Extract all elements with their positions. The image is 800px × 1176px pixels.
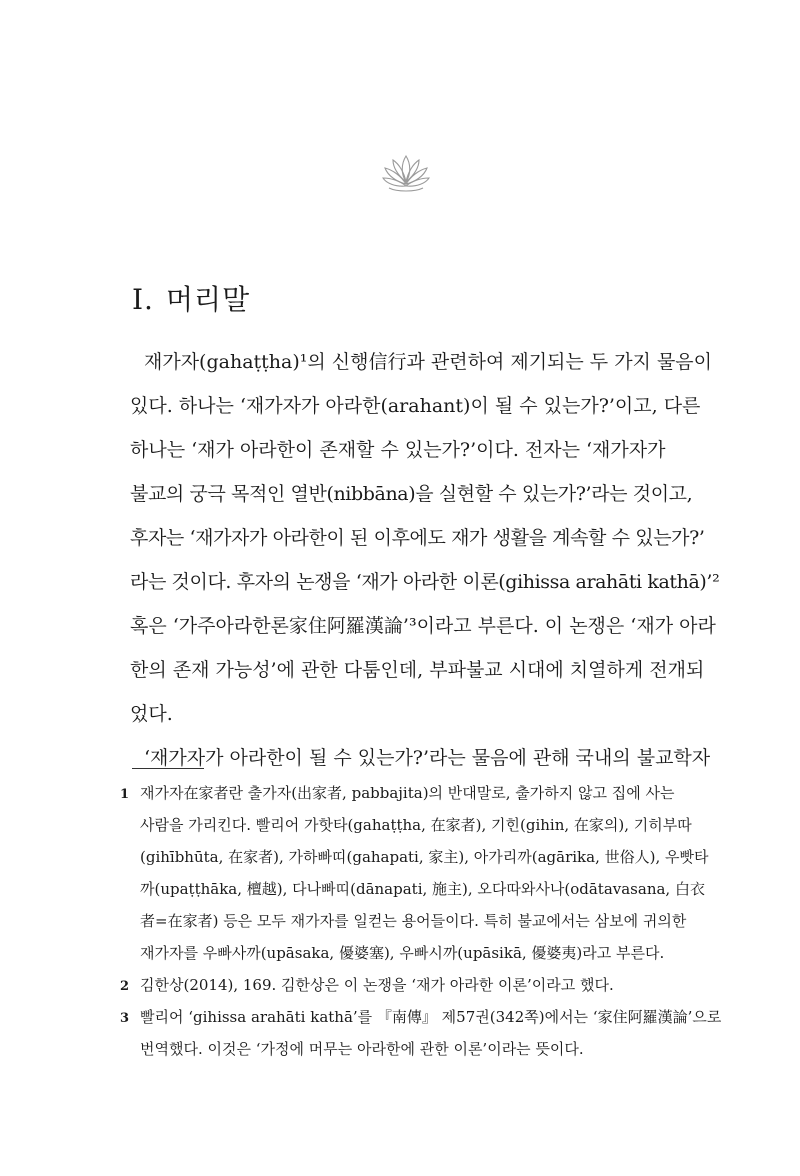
lotus-ornament-icon <box>381 150 431 194</box>
footnote-text: 번역했다. 이것은 ‘가정에 머무는 아라한에 관한 이론’이라는 뜻이다. <box>140 1040 584 1058</box>
footnote-text: 재가자在家者란 출가자(出家者, pabbajita)의 반대말로, 출가하지 않고 집에 사는 <box>140 784 675 802</box>
footnote-3 <box>120 1004 722 1068</box>
section-number: Ⅰ. <box>132 283 154 316</box>
footnote-text: 사람을 가리킨다. 빨리어 가핫타(gahaṭṭha, 在家者), 기힌(gihin, 在家의), 기히부따 <box>140 816 692 834</box>
footnote-text: 김한상(2014), 169. 김한상은 이 논쟁을 ‘재가 아라한 이론’이라고 했다. <box>140 976 614 994</box>
footnote-mark: 3 <box>120 1011 130 1026</box>
body-line: 있다. 하나는 ‘재가자가 아라한(arahant)이 될 수 있는가?’이고, 다른 <box>130 395 701 417</box>
body-line: 불교의 궁극 목적인 열반(nibbāna)을 실현할 수 있는가?’라는 것이고, <box>130 483 693 505</box>
footnote-text: 빨리어 ‘gihissa arahāti kathā’를 『南傳』 제57권(342쪽)에서는 ‘家住阿羅漢論’으로 <box>140 1008 722 1026</box>
footnote-1 <box>120 780 709 972</box>
body-line: 라는 것이다. 후자의 논쟁을 ‘재가 아라한 이론(gihissa arahāti kathā)’² <box>130 571 720 593</box>
footnote-text: 까(upaṭṭhāka, 檀越), 다나빠띠(dānapati, 施主), 오다따와사나(odātavasana, 白衣 <box>140 880 705 898</box>
body-line: 혹은 ‘가주아라한론家住阿羅漢論’³이라고 부른다. 이 논쟁은 ‘재가 아라 <box>130 615 716 637</box>
footnote-text: 재가자를 우빠사까(upāsaka, 優婆塞), 우빠시까(upāsikā, 優婆夷)라고 부른다. <box>140 944 665 962</box>
footnote-separator <box>132 768 204 769</box>
footnote-text: 者=在家者) 등은 모두 재가자를 일컫는 용어들이다. 특히 불교에서는 삼보에 귀의한 <box>140 912 687 930</box>
body-line: 하나는 ‘재가 아라한이 존재할 수 있는가?’이다. 전자는 ‘재가자가 <box>130 439 666 461</box>
body-text <box>130 344 720 784</box>
footnote-2 <box>120 972 680 1004</box>
body-line: 었다. <box>130 703 173 725</box>
section-heading <box>132 278 250 318</box>
footnote-mark: 1 <box>120 787 130 802</box>
body-line: 후자는 ‘재가자가 아라한이 된 이후에도 재가 생활을 계속할 수 있는가?’ <box>130 527 705 549</box>
section-title: 머리말 <box>165 283 251 316</box>
footnote-text: (gihībhūta, 在家者), 가하빠띠(gahapati, 家主), 아가리까(agārika, 世俗人), 우빳타 <box>140 848 709 866</box>
body-line: 재가자(gahaṭṭha)¹의 신행信行과 관련하여 제기되는 두 가지 물음이 <box>144 351 713 373</box>
body-line: 한의 존재 가능성’에 관한 다툼인데, 부파불교 시대에 치열하게 전개되 <box>130 659 705 681</box>
body-line: ‘재가자가 아라한이 될 수 있는가?’라는 물음에 관해 국내의 불교학자 <box>144 747 711 769</box>
footnote-mark: 2 <box>120 979 130 994</box>
